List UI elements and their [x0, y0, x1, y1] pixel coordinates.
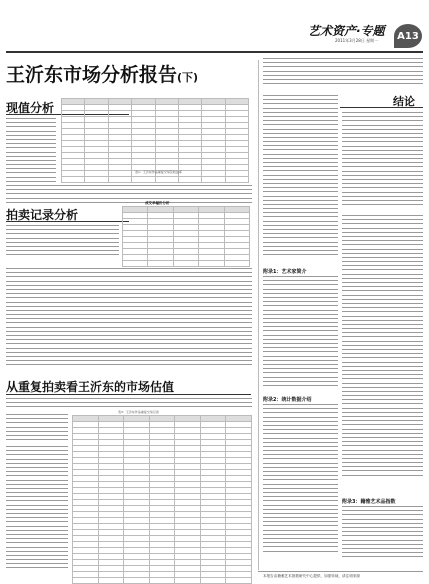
article-text-block [6, 446, 68, 576]
header-rule [6, 51, 423, 53]
section-title-auction: 拍卖记录分析 [6, 208, 79, 222]
table-caption: 表3：王沂东作品重复交易记录 [118, 410, 159, 414]
table-price-analysis [122, 206, 250, 267]
article-text-block [263, 276, 338, 392]
footer-note: 本报告由籍雅艺术指数研究中心提供，如需转载，请注明来源 [263, 574, 361, 578]
table-caption: 成交单幅价分析 [145, 201, 170, 205]
table-caption: 表1：王沂东作品重复交易及收益率 [135, 170, 182, 174]
footer-rule [258, 571, 423, 572]
article-text-block [342, 506, 423, 566]
section-rule [6, 221, 129, 222]
section-title-appendix1: 附录1：艺术家简介 [263, 269, 307, 275]
article-text-block [263, 58, 423, 88]
article-text-block [263, 95, 338, 265]
article-text-block [6, 414, 68, 444]
section-rule [6, 394, 251, 395]
article-text-block [6, 225, 119, 261]
section-title-appendix2: 附录2：统计数据介绍 [263, 397, 312, 403]
table-repeat-records [72, 415, 252, 584]
section-title-present: 现值分析 [6, 101, 55, 115]
article-text-block [6, 118, 56, 186]
column-divider [258, 60, 259, 570]
section-rule [340, 107, 423, 108]
issue-line: 2011年3月28日 星期一 [335, 38, 379, 43]
page-title [6, 60, 198, 87]
article-text-block [6, 185, 252, 203]
page-number-badge: A13 [394, 24, 422, 48]
article-text-block [263, 404, 338, 564]
section-label: 艺术资产·专题 [308, 24, 385, 38]
page-title-suffix: (下) [177, 71, 199, 84]
article-text-block [6, 268, 252, 372]
section-title-estimate: 从重复拍卖看王沂东的市场估值 [6, 380, 175, 394]
page-title-text: 王沂东市场分析报告 [6, 64, 178, 86]
article-text-block [342, 215, 423, 495]
section-title-conclusion: 结论 [393, 95, 415, 108]
article-text-block [342, 112, 423, 212]
section-title-appendix3: 附录3：籍雅艺术品指数 [342, 499, 396, 505]
